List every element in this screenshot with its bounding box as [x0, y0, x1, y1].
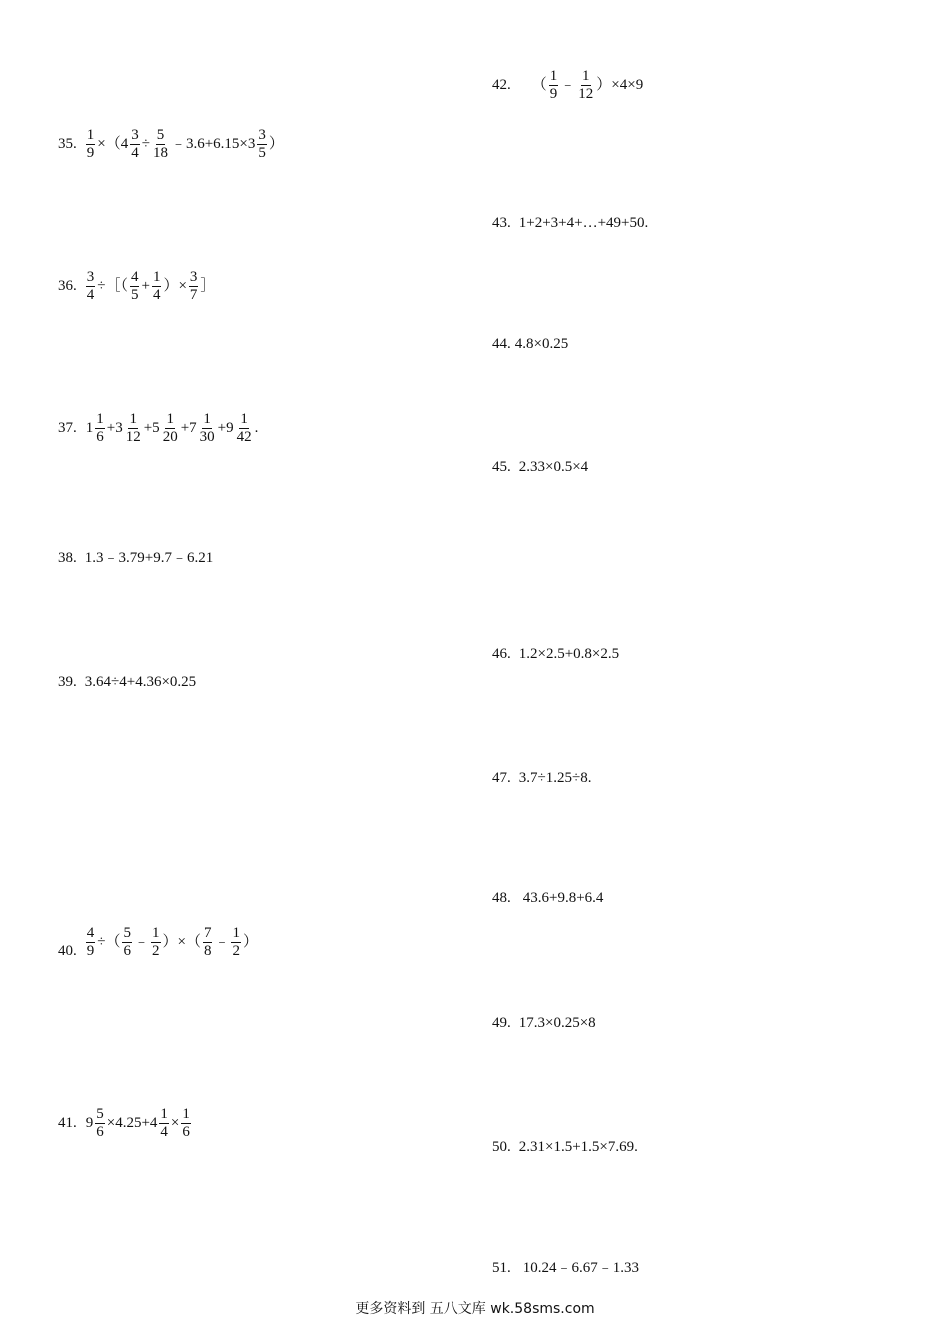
- problem-40: [58, 925, 259, 960]
- problem-number: 42.: [492, 77, 511, 93]
- problem-39: [58, 675, 196, 690]
- fraction: $\frac{3}{4}$: [86, 269, 95, 303]
- problem-expression: 1 $\frac{1}{6}$ +3 $\frac{1}{12}$ +5 $\frac{1}{20}$ +7 $\frac{1}{30}$ +9 $\frac{1}{42}$ .: [85, 411, 259, 445]
- problem-expression: 17.3×0.25×8: [518, 1015, 596, 1031]
- problem-expression: 2.31×1.5+1.5×7.69.: [518, 1139, 638, 1155]
- problem-expression: 1+2+3+4+…+49+50.: [518, 215, 649, 231]
- problem-48: [492, 891, 603, 906]
- problem-expression: 9 $\frac{5}{6}$ ×4.25+4 $\frac{1}{4}$ × $\frac{1}{6}$: [85, 1106, 190, 1140]
- problem-number: 41.: [58, 1115, 77, 1131]
- problem-number: 47.: [492, 770, 511, 786]
- fraction: $\frac{1}{9}$: [549, 68, 558, 102]
- fraction: $\frac{1}{42}$: [236, 411, 252, 445]
- problem-number: 35.: [58, 136, 77, 152]
- fraction: $\frac{1}{6}$: [96, 411, 104, 445]
- fraction: $\frac{3}{5}$: [258, 127, 266, 161]
- fraction: $\frac{1}{9}$: [86, 127, 95, 161]
- fraction: $\frac{1}{4}$: [160, 1106, 168, 1140]
- problem-expression: 4.8×0.25: [514, 336, 569, 352]
- fraction: $\frac{7}{8}$: [203, 925, 212, 959]
- problem-number: 49.: [492, 1015, 511, 1031]
- problem-number: 50.: [492, 1139, 511, 1155]
- footer-watermark: 更多资料到 五八文库 wk.58sms.com: [355, 1301, 595, 1317]
- problem-37: [58, 411, 259, 446]
- problem-expression: 1.3﹣3.79+9.7﹣6.21: [84, 550, 214, 566]
- problem-number: 44.: [492, 336, 511, 352]
- problem-expression: $\frac{3}{4}$ ÷［（ $\frac{4}{5}$ + $\frac{1}{4}$ ）× $\frac{3}{7}$ ］: [86, 269, 216, 303]
- problem-number: 46.: [492, 646, 511, 662]
- problem-expression: 1.2×2.5+0.8×2.5: [518, 646, 620, 662]
- fraction: $\frac{4}{5}$: [130, 269, 139, 303]
- problem-expression: 43.6+9.8+6.4: [522, 890, 604, 906]
- problem-expression: （ $\frac{1}{9}$ ﹣ $\frac{1}{12}$ ）×4×9: [531, 68, 644, 102]
- problem-number: 36.: [58, 278, 77, 294]
- problem-51: [492, 1261, 639, 1276]
- fraction: $\frac{4}{9}$: [86, 925, 95, 959]
- problem-number: 43.: [492, 215, 511, 231]
- fraction: $\frac{5}{18}$: [152, 127, 168, 161]
- problem-45: [492, 460, 588, 475]
- problem-number: 40.: [58, 943, 77, 959]
- problem-expression: 2.33×0.5×4: [518, 459, 589, 475]
- problem-46: [492, 647, 619, 662]
- fraction: $\frac{1}{2}$: [152, 925, 160, 959]
- fraction: $\frac{1}{4}$: [152, 269, 161, 303]
- fraction: $\frac{1}{20}$: [162, 411, 178, 445]
- problem-43: [492, 216, 648, 231]
- problem-expression: 10.24﹣6.67﹣1.33: [522, 1260, 640, 1276]
- problem-49: [492, 1016, 596, 1031]
- fraction: $\frac{3}{4}$: [131, 127, 139, 161]
- problem-42: [492, 68, 644, 103]
- fraction: $\frac{5}{6}$: [96, 1106, 104, 1140]
- fraction: $\frac{1}{12}$: [578, 68, 594, 102]
- problem-50: [492, 1140, 638, 1155]
- problem-number: 37.: [58, 420, 77, 436]
- problem-number: 51.: [492, 1260, 511, 1276]
- problem-expression: $\frac{1}{9}$ ×（4 $\frac{3}{4}$ ÷ $\frac{5}{18}$ ﹣3.6+6.15×3 $\frac{3}{5}$ ）: [86, 127, 284, 161]
- problem-expression: $\frac{4}{9}$ ÷（ $\frac{5}{6}$ ﹣ $\frac{1}{2}$ ）×（ $\frac{7}{8}$ ﹣ $\frac{1}{2}$ ）: [86, 925, 258, 959]
- problem-number: 39.: [58, 674, 77, 690]
- problem-35: [58, 127, 285, 162]
- problem-41: [58, 1106, 192, 1141]
- problem-38: [58, 551, 213, 566]
- fraction: $\frac{3}{7}$: [189, 269, 198, 303]
- problem-44: [492, 337, 568, 352]
- problem-36: [58, 269, 216, 304]
- fraction: $\frac{1}{30}$: [199, 411, 215, 445]
- fraction: $\frac{5}{6}$: [123, 925, 131, 959]
- problem-expression: 3.64÷4+4.36×0.25: [84, 674, 197, 690]
- problem-47: [492, 771, 591, 786]
- problem-expression: 3.7÷1.25÷8.: [518, 770, 592, 786]
- fraction: $\frac{1}{6}$: [182, 1106, 190, 1140]
- problem-number: 38.: [58, 550, 77, 566]
- problem-number: 45.: [492, 459, 511, 475]
- problem-number: 48.: [492, 890, 511, 906]
- fraction: $\frac{1}{12}$: [125, 411, 141, 445]
- fraction: $\frac{1}{2}$: [232, 925, 240, 959]
